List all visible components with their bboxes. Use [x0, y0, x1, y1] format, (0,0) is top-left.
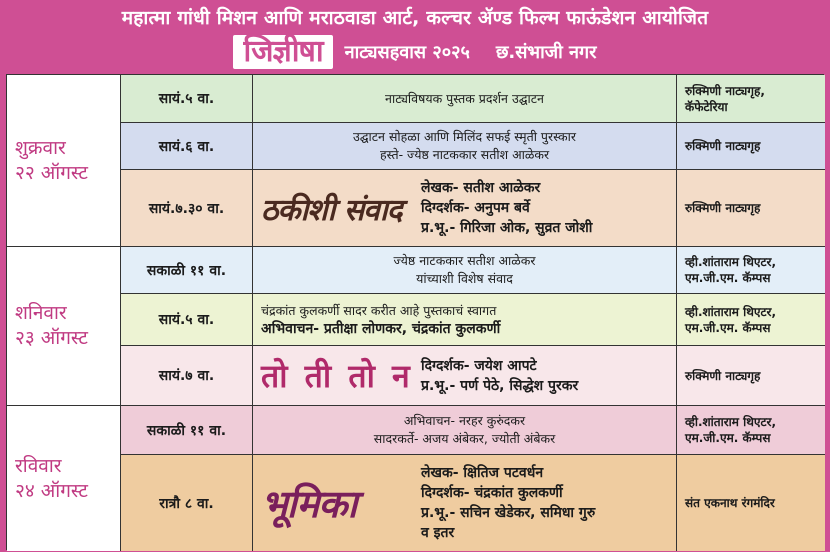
venue-cell: रुक्मिणी नाट्यगृह — [685, 201, 761, 215]
venue-line: एम.जी.एम. कॅम्पस — [685, 320, 771, 335]
day-name: शनिवार — [15, 302, 67, 324]
venue-line: व्ही.शांताराम थिएटर, — [685, 304, 777, 319]
venue-line: व्ही.शांताराम थिएटर, — [685, 255, 777, 269]
credit-line: प्र.भू.- सचिन खेडेकर, समिधा गुरु — [421, 505, 596, 521]
day-date: २२ ऑगस्ट — [15, 161, 88, 184]
venue-cell: रुक्मिणी नाट्यगृह — [685, 368, 761, 383]
play-credits — [421, 463, 595, 543]
schedule-row — [121, 247, 825, 294]
venue-line: रुक्मिणी नाट्यगृह, — [685, 83, 765, 98]
event-line: चंद्रकांत कुलकर्णी सादर करीत आहे पुस्तकाचं स्वागत — [261, 302, 497, 318]
event-cell — [253, 294, 677, 345]
page-header — [0, 0, 830, 74]
event-line: नाट्यविषयक पुस्तक प्रदर्शन उद्घाटन — [385, 90, 544, 106]
festival-title-line — [0, 34, 830, 70]
day-cell-sunday — [7, 406, 121, 551]
day-name: रविवार — [15, 454, 62, 477]
time-cell: सायं.७.३० वा. — [121, 170, 253, 246]
day-cell-friday — [7, 75, 121, 247]
time-cell: रात्रौ ८ वा. — [121, 455, 253, 551]
credit-line: लेखक- क्षितिज पटवर्धन — [421, 465, 544, 481]
credit-line: दिग्दर्शक- चंद्रकांत कुलकर्णी — [421, 485, 563, 501]
credit-line: प्र.भू.- पर्ण पेठे, सिद्धेश पुरकर — [421, 377, 579, 394]
venue-line: व्ही.शांताराम थिएटर, — [685, 415, 777, 429]
venue-cell — [677, 294, 825, 345]
time-cell: सायं.७ वा. — [121, 346, 253, 405]
time-cell: सकाळी ११ वा. — [121, 247, 253, 293]
event-cell — [253, 247, 677, 293]
venue-cell — [677, 247, 825, 293]
credit-line: व इतर — [421, 525, 455, 541]
venue-line: एम.जी.एम. कॅम्पस — [685, 271, 771, 285]
event-cell — [253, 346, 677, 405]
event-cell — [253, 170, 677, 246]
play-credits — [421, 356, 578, 396]
schedule-row — [121, 294, 825, 346]
event-cell — [253, 123, 677, 169]
play-title: भूमिका — [261, 481, 357, 526]
event-cell — [253, 75, 677, 122]
venue-cell: रुक्मिणी नाट्यगृह — [685, 139, 761, 153]
schedule-row — [121, 170, 825, 247]
credit-line: लेखक- सतीश आळेकर — [421, 180, 541, 196]
festival-logo: जिज्ञीषा — [233, 35, 332, 69]
day-name: शुक्रवार — [15, 136, 66, 159]
venue-cell — [677, 406, 825, 454]
schedule-row — [121, 346, 825, 406]
day-cell-saturday — [7, 247, 121, 406]
event-line: उद्घाटन सोहळा आणि मिलिंद सफई स्मृती पुरस्कार — [353, 129, 576, 144]
schedule-row — [121, 455, 825, 551]
event-line: हस्ते- ज्येष्ठ नाटककार सतीश आळेकर — [379, 147, 550, 162]
event-line: अभिवाचन- नरहर कुरुंदकर — [403, 413, 526, 428]
festival-subtitle: नाट्यसहवास २०२५ — [344, 42, 470, 63]
schedule-row — [121, 75, 825, 123]
play-title: तो ती तो न — [261, 357, 413, 395]
festival-city: छ.संभाजी नगर — [495, 42, 597, 63]
venue-cell: संत एकनाथ रंगमंदिर — [685, 496, 775, 510]
event-line: यांच्याशी विशेष संवाद — [416, 271, 513, 286]
schedule-row — [121, 123, 825, 170]
play-credits — [421, 178, 592, 238]
venue-line: कॅफेटेरिया — [685, 99, 728, 114]
time-cell: सायं.६ वा. — [121, 123, 253, 169]
credit-line: दिग्दर्शक- अनुपम बर्वे — [421, 200, 530, 216]
schedule-table — [6, 74, 824, 550]
event-line: अभिवाचन- प्रतीक्षा लोणकर, चंद्रकांत कुलकर्णी — [261, 320, 501, 337]
time-cell: सकाळी ११ वा. — [121, 406, 253, 454]
event-cell — [253, 406, 677, 454]
time-cell: सायं.५ वा. — [121, 294, 253, 345]
venue-cell — [677, 75, 825, 122]
play-title: ठकीशी संवाद — [261, 192, 402, 228]
venue-line: एम.जी.एम. कॅम्पस — [685, 431, 771, 445]
event-line: सादरकर्ते- अजय अंबेकर, ज्योती अंबेकर — [373, 431, 556, 446]
organizers-line: महात्मा गांधी मिशन आणि मराठवाडा आर्ट, कल्चर ॲण्ड फिल्म फाऊंडेशन आयोजित — [121, 7, 709, 29]
day-date: २४ ऑगस्ट — [15, 479, 88, 502]
event-line: ज्येष्ठ नाटककार सतीश आळेकर — [393, 253, 536, 268]
event-cell — [253, 455, 677, 551]
time-cell: सायं.५ वा. — [121, 75, 253, 122]
credit-line: दिग्दर्शक- जयेश आपटे — [421, 357, 537, 374]
day-date: २३ ऑगस्ट — [15, 327, 88, 349]
credit-line: प्र.भू.- गिरिजा ओक, सुव्रत जोशी — [421, 220, 593, 236]
schedule-row — [121, 406, 825, 455]
